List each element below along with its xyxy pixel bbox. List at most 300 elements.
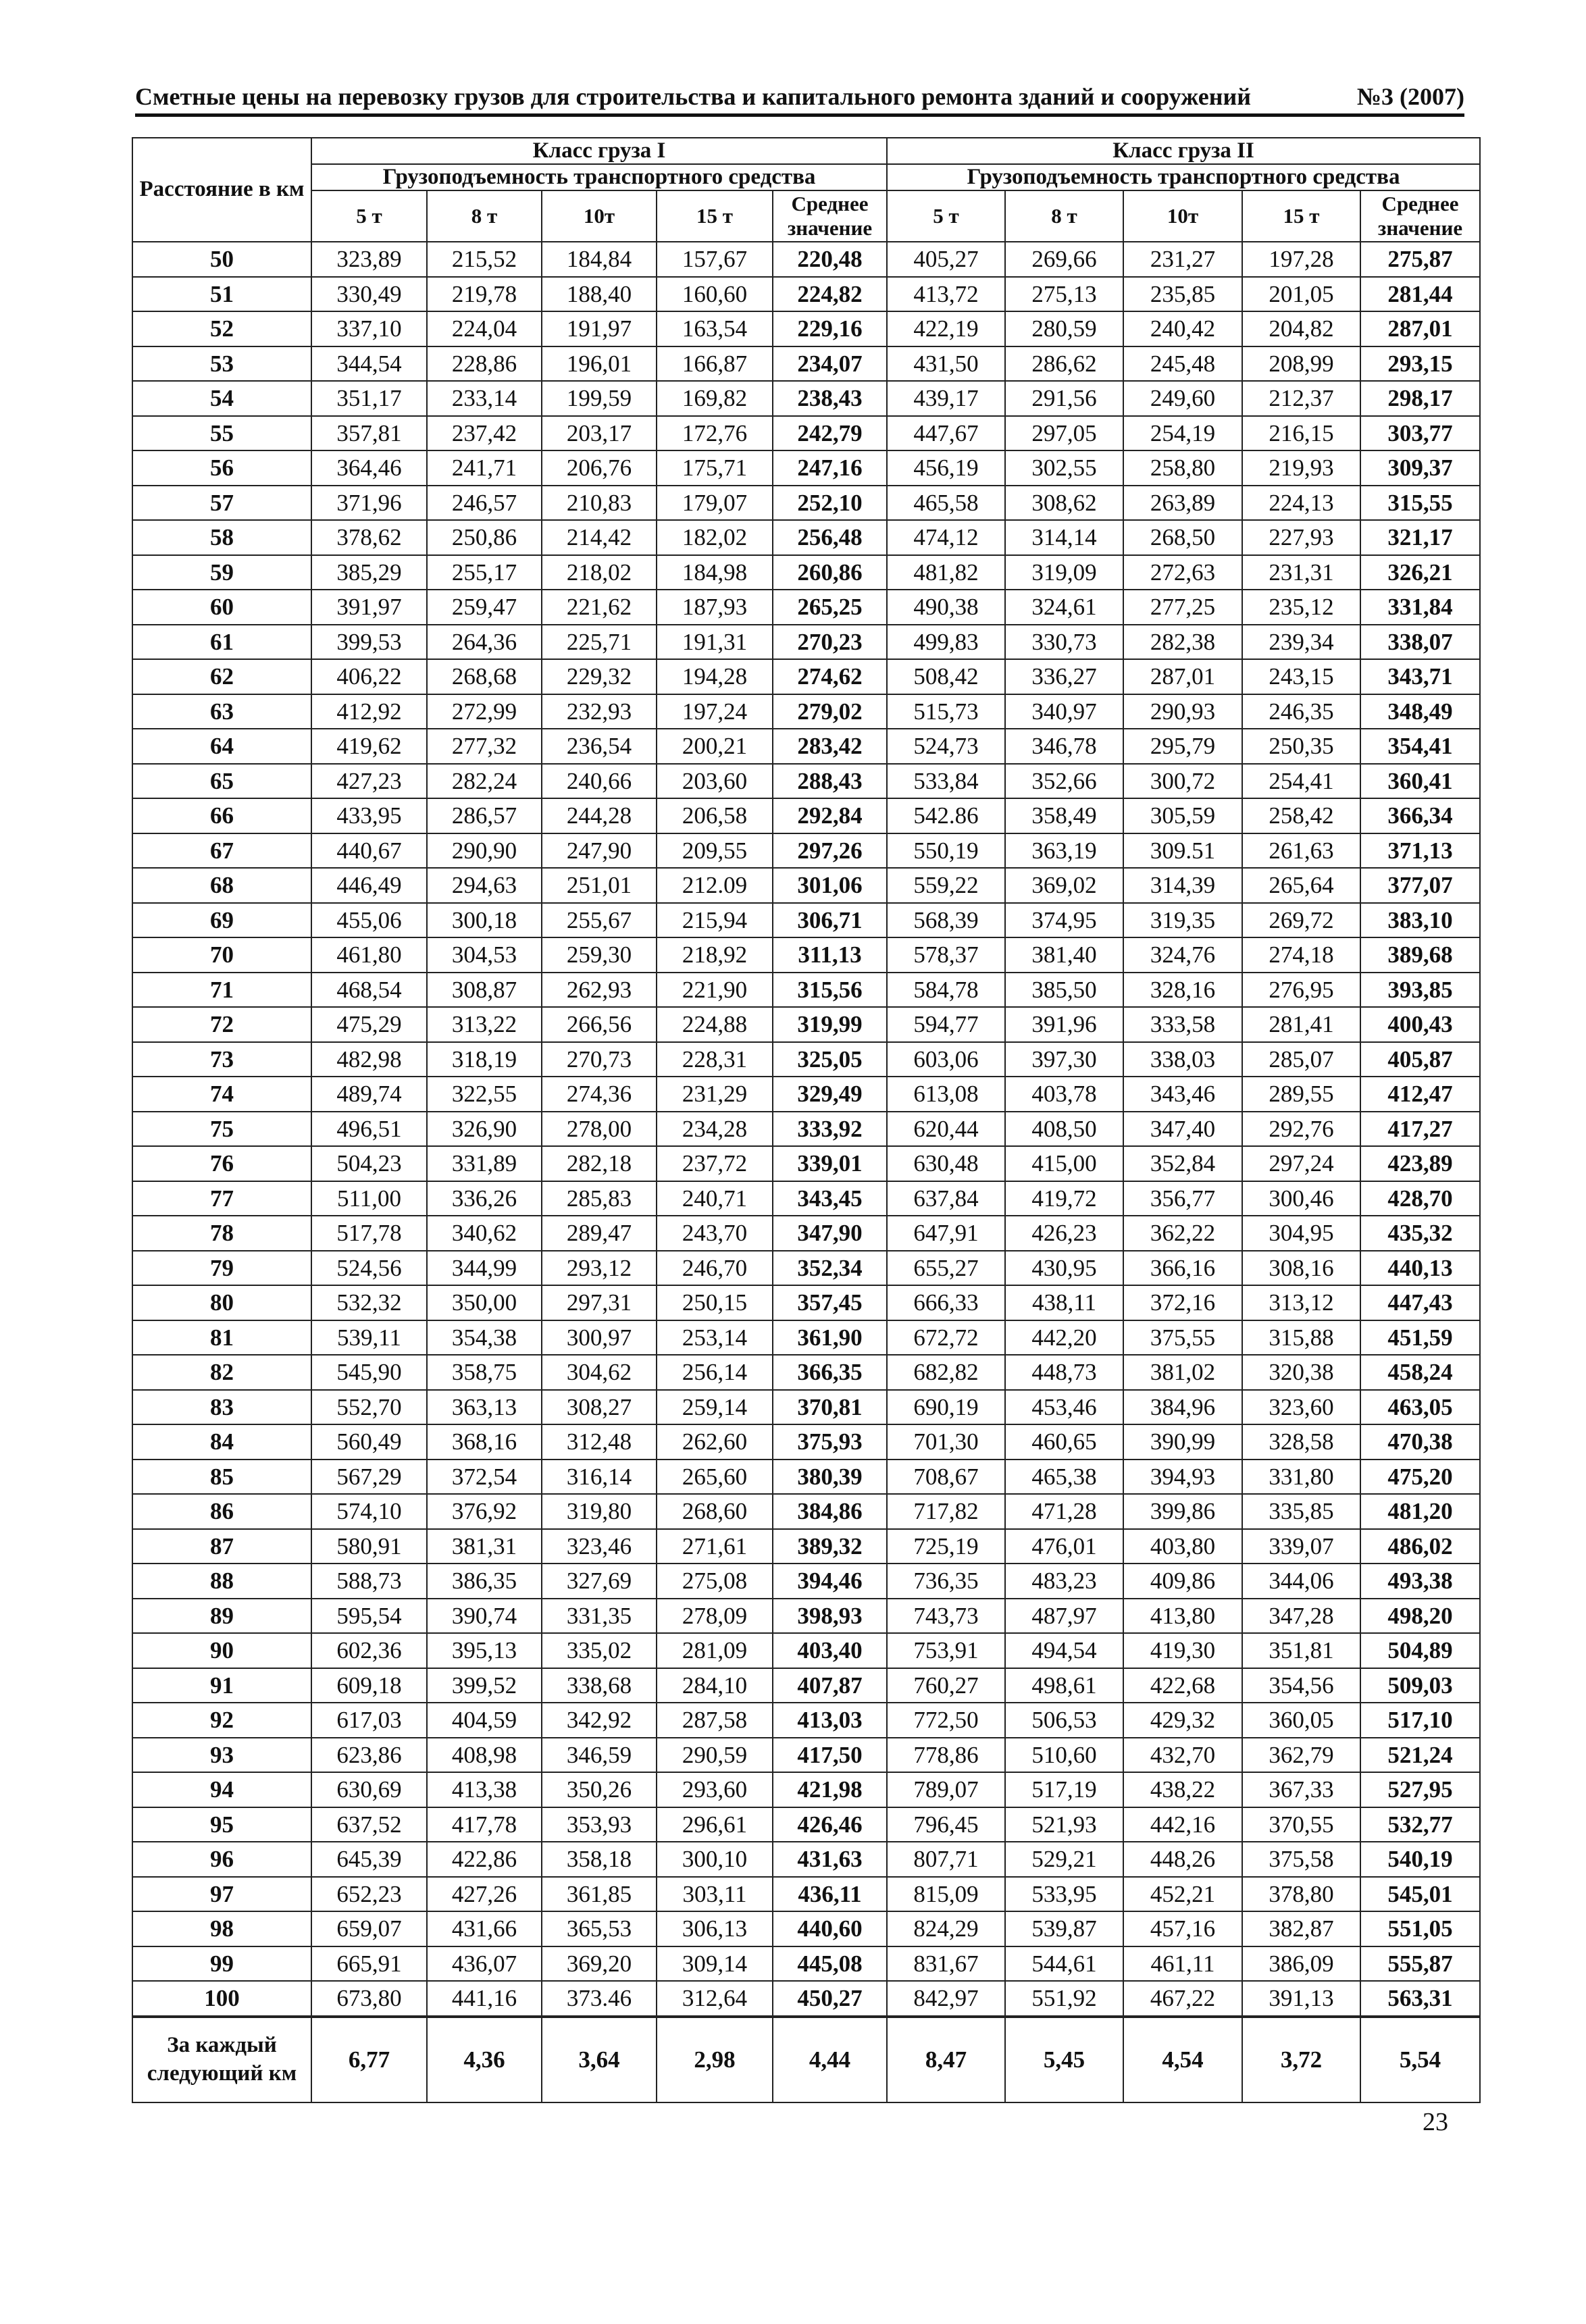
price-cell: 157,67 bbox=[657, 242, 773, 277]
price-cell: 336,27 bbox=[1005, 659, 1123, 694]
price-cell: 824,29 bbox=[887, 1911, 1005, 1946]
price-cell: 659,07 bbox=[311, 1911, 427, 1946]
average-column-header: Среднее значение bbox=[773, 190, 887, 242]
class-2-capacity-header: Грузоподъемность транспортного средства bbox=[887, 164, 1480, 190]
average-price-cell: 509,03 bbox=[1360, 1668, 1480, 1703]
price-cell: 533,95 bbox=[1005, 1877, 1123, 1912]
price-cell: 324,76 bbox=[1123, 937, 1242, 973]
price-cell: 166,87 bbox=[657, 346, 773, 382]
price-cell: 426,23 bbox=[1005, 1216, 1123, 1251]
table-row bbox=[132, 1355, 1480, 1390]
price-cell: 568,39 bbox=[887, 903, 1005, 938]
average-price-cell: 279,02 bbox=[773, 694, 887, 729]
price-cell: 403,80 bbox=[1123, 1529, 1242, 1564]
price-cell: 422,68 bbox=[1123, 1668, 1242, 1703]
distance-cell: 56 bbox=[132, 450, 311, 486]
price-cell: 358,75 bbox=[427, 1355, 542, 1390]
price-cell: 228,86 bbox=[427, 346, 542, 382]
price-cell: 475,29 bbox=[311, 1007, 427, 1042]
distance-cell: 75 bbox=[132, 1112, 311, 1147]
price-cell: 224,04 bbox=[427, 311, 542, 346]
price-cell: 215,94 bbox=[657, 903, 773, 938]
price-cell: 328,58 bbox=[1242, 1424, 1360, 1460]
average-price-cell: 440,13 bbox=[1360, 1251, 1480, 1286]
price-cell: 552,70 bbox=[311, 1390, 427, 1425]
price-cell: 296,61 bbox=[657, 1807, 773, 1842]
price-cell: 559,22 bbox=[887, 868, 1005, 903]
price-cell: 352,84 bbox=[1123, 1146, 1242, 1181]
price-cell: 285,07 bbox=[1242, 1042, 1360, 1077]
table-row bbox=[132, 1599, 1480, 1634]
price-cell: 258,42 bbox=[1242, 798, 1360, 833]
price-cell: 448,73 bbox=[1005, 1355, 1123, 1390]
price-cell: 381,40 bbox=[1005, 937, 1123, 973]
price-cell: 304,95 bbox=[1242, 1216, 1360, 1251]
price-cell: 381,31 bbox=[427, 1529, 542, 1564]
price-cell: 753,91 bbox=[887, 1633, 1005, 1668]
price-cell: 494,54 bbox=[1005, 1633, 1123, 1668]
price-cell: 461,80 bbox=[311, 937, 427, 973]
average-price-cell: 297,26 bbox=[773, 833, 887, 869]
price-cell: 499,83 bbox=[887, 625, 1005, 660]
price-cell: 431,50 bbox=[887, 346, 1005, 382]
price-cell: 218,02 bbox=[542, 555, 657, 590]
price-cell: 630,48 bbox=[887, 1146, 1005, 1181]
price-cell: 268,60 bbox=[657, 1494, 773, 1529]
average-price-cell: 440,60 bbox=[773, 1911, 887, 1946]
price-cell: 789,07 bbox=[887, 1772, 1005, 1807]
average-price-cell: 394,46 bbox=[773, 1564, 887, 1599]
table-row bbox=[132, 381, 1480, 416]
price-cell: 235,85 bbox=[1123, 277, 1242, 312]
table-row bbox=[132, 798, 1480, 833]
table-row bbox=[132, 903, 1480, 938]
average-price-cell: 393,85 bbox=[1360, 973, 1480, 1008]
price-cell: 340,62 bbox=[427, 1216, 542, 1251]
price-cell: 371,96 bbox=[311, 486, 427, 521]
price-cell: 203,17 bbox=[542, 416, 657, 451]
distance-cell: 57 bbox=[132, 486, 311, 521]
table-row bbox=[132, 694, 1480, 729]
price-cell: 422,19 bbox=[887, 311, 1005, 346]
price-cell: 343,46 bbox=[1123, 1077, 1242, 1112]
class-2-header: Класс груза II bbox=[887, 138, 1480, 164]
price-cell: 194,28 bbox=[657, 659, 773, 694]
price-cell: 228,31 bbox=[657, 1042, 773, 1077]
price-cell: 277,25 bbox=[1123, 590, 1242, 625]
average-price-cell: 405,87 bbox=[1360, 1042, 1480, 1077]
price-cell: 300,72 bbox=[1123, 764, 1242, 799]
price-cell: 182,02 bbox=[657, 520, 773, 555]
price-cell: 542.86 bbox=[887, 798, 1005, 833]
price-cell: 430,95 bbox=[1005, 1251, 1123, 1286]
price-cell: 496,51 bbox=[311, 1112, 427, 1147]
price-cell: 282,24 bbox=[427, 764, 542, 799]
table-row bbox=[132, 1807, 1480, 1842]
price-cell: 328,16 bbox=[1123, 973, 1242, 1008]
price-cell: 375,58 bbox=[1242, 1842, 1360, 1877]
average-price-cell: 481,20 bbox=[1360, 1494, 1480, 1529]
price-cell: 285,83 bbox=[542, 1181, 657, 1216]
average-price-cell: 421,98 bbox=[773, 1772, 887, 1807]
average-price-cell: 458,24 bbox=[1360, 1355, 1480, 1390]
price-cell: 385,50 bbox=[1005, 973, 1123, 1008]
capacity-column-header: 5 т bbox=[887, 190, 1005, 242]
price-cell: 272,63 bbox=[1123, 555, 1242, 590]
average-price-cell: 287,01 bbox=[1360, 311, 1480, 346]
price-cell: 308,16 bbox=[1242, 1251, 1360, 1286]
price-cell: 240,66 bbox=[542, 764, 657, 799]
price-cell: 300,97 bbox=[542, 1320, 657, 1355]
distance-cell: 51 bbox=[132, 277, 311, 312]
average-price-cell: 265,25 bbox=[773, 590, 887, 625]
price-cell: 436,07 bbox=[427, 1946, 542, 1982]
table-row bbox=[132, 659, 1480, 694]
capacity-column-header: 10т bbox=[1123, 190, 1242, 242]
price-cell: 290,90 bbox=[427, 833, 542, 869]
price-cell: 338,68 bbox=[542, 1668, 657, 1703]
per-km-price-cell: 2,98 bbox=[657, 2017, 773, 2102]
average-price-cell: 347,90 bbox=[773, 1216, 887, 1251]
price-cell: 261,63 bbox=[1242, 833, 1360, 869]
price-cell: 225,71 bbox=[542, 625, 657, 660]
average-price-cell: 315,56 bbox=[773, 973, 887, 1008]
average-price-cell: 445,08 bbox=[773, 1946, 887, 1982]
price-cell: 362,22 bbox=[1123, 1216, 1242, 1251]
table-row bbox=[132, 764, 1480, 799]
price-cell: 313,22 bbox=[427, 1007, 542, 1042]
average-price-cell: 301,06 bbox=[773, 868, 887, 903]
distance-cell: 55 bbox=[132, 416, 311, 451]
average-price-cell: 407,87 bbox=[773, 1668, 887, 1703]
price-cell: 524,56 bbox=[311, 1251, 427, 1286]
average-price-cell: 470,38 bbox=[1360, 1424, 1480, 1460]
price-cell: 397,30 bbox=[1005, 1042, 1123, 1077]
distance-cell: 60 bbox=[132, 590, 311, 625]
table-row bbox=[132, 520, 1480, 555]
average-price-cell: 417,27 bbox=[1360, 1112, 1480, 1147]
price-cell: 701,30 bbox=[887, 1424, 1005, 1460]
average-price-cell: 366,34 bbox=[1360, 798, 1480, 833]
average-price-cell: 298,17 bbox=[1360, 381, 1480, 416]
price-cell: 560,49 bbox=[311, 1424, 427, 1460]
price-cell: 256,14 bbox=[657, 1355, 773, 1390]
price-cell: 281,41 bbox=[1242, 1007, 1360, 1042]
price-cell: 637,52 bbox=[311, 1807, 427, 1842]
price-cell: 550,19 bbox=[887, 833, 1005, 869]
average-price-cell: 270,23 bbox=[773, 625, 887, 660]
average-price-cell: 333,92 bbox=[773, 1112, 887, 1147]
average-price-cell: 475,20 bbox=[1360, 1460, 1480, 1495]
distance-cell: 66 bbox=[132, 798, 311, 833]
per-km-price-cell: 8,47 bbox=[887, 2017, 1005, 2102]
price-cell: 422,86 bbox=[427, 1842, 542, 1877]
price-cell: 363,19 bbox=[1005, 833, 1123, 869]
average-price-cell: 326,21 bbox=[1360, 555, 1480, 590]
price-cell: 297,05 bbox=[1005, 416, 1123, 451]
price-cell: 265,60 bbox=[657, 1460, 773, 1495]
price-cell: 297,24 bbox=[1242, 1146, 1360, 1181]
price-cell: 224,88 bbox=[657, 1007, 773, 1042]
table-row bbox=[132, 1703, 1480, 1738]
price-cell: 172,76 bbox=[657, 416, 773, 451]
price-cell: 293,60 bbox=[657, 1772, 773, 1807]
price-cell: 227,93 bbox=[1242, 520, 1360, 555]
table-row bbox=[132, 1981, 1480, 2017]
price-cell: 249,60 bbox=[1123, 381, 1242, 416]
price-cell: 419,72 bbox=[1005, 1181, 1123, 1216]
price-cell: 335,02 bbox=[542, 1633, 657, 1668]
table-row bbox=[132, 346, 1480, 382]
price-cell: 399,52 bbox=[427, 1668, 542, 1703]
price-cell: 232,93 bbox=[542, 694, 657, 729]
price-cell: 391,97 bbox=[311, 590, 427, 625]
table-row bbox=[132, 1424, 1480, 1460]
price-cell: 351,17 bbox=[311, 381, 427, 416]
per-km-price-cell: 4,44 bbox=[773, 2017, 887, 2102]
price-cell: 457,16 bbox=[1123, 1911, 1242, 1946]
price-cell: 338,03 bbox=[1123, 1042, 1242, 1077]
price-cell: 452,21 bbox=[1123, 1877, 1242, 1912]
price-cell: 315,88 bbox=[1242, 1320, 1360, 1355]
price-cell: 413,38 bbox=[427, 1772, 542, 1807]
average-price-cell: 288,43 bbox=[773, 764, 887, 799]
price-cell: 287,01 bbox=[1123, 659, 1242, 694]
table-row bbox=[132, 1772, 1480, 1807]
price-cell: 241,71 bbox=[427, 450, 542, 486]
distance-cell: 98 bbox=[132, 1911, 311, 1946]
price-cell: 708,67 bbox=[887, 1460, 1005, 1495]
price-cell: 517,78 bbox=[311, 1216, 427, 1251]
price-cell: 314,14 bbox=[1005, 520, 1123, 555]
price-cell: 403,78 bbox=[1005, 1077, 1123, 1112]
price-cell: 263,89 bbox=[1123, 486, 1242, 521]
table-row bbox=[132, 973, 1480, 1008]
price-cell: 276,95 bbox=[1242, 973, 1360, 1008]
price-cell: 272,99 bbox=[427, 694, 542, 729]
price-cell: 613,08 bbox=[887, 1077, 1005, 1112]
price-cell: 483,23 bbox=[1005, 1564, 1123, 1599]
price-cell: 368,16 bbox=[427, 1424, 542, 1460]
price-cell: 295,79 bbox=[1123, 729, 1242, 764]
price-cell: 336,26 bbox=[427, 1181, 542, 1216]
price-cell: 340,97 bbox=[1005, 694, 1123, 729]
price-cell: 365,53 bbox=[542, 1911, 657, 1946]
price-cell: 254,19 bbox=[1123, 416, 1242, 451]
price-cell: 246,70 bbox=[657, 1251, 773, 1286]
distance-cell: 78 bbox=[132, 1216, 311, 1251]
average-price-cell: 343,71 bbox=[1360, 659, 1480, 694]
distance-cell: 74 bbox=[132, 1077, 311, 1112]
table-row bbox=[132, 416, 1480, 451]
price-cell: 438,11 bbox=[1005, 1285, 1123, 1320]
price-cell: 369,20 bbox=[542, 1946, 657, 1982]
price-cell: 262,60 bbox=[657, 1424, 773, 1460]
average-price-cell: 403,40 bbox=[773, 1633, 887, 1668]
price-cell: 289,47 bbox=[542, 1216, 657, 1251]
price-cell: 179,07 bbox=[657, 486, 773, 521]
price-cell: 312,48 bbox=[542, 1424, 657, 1460]
price-cell: 191,97 bbox=[542, 311, 657, 346]
average-price-cell: 329,49 bbox=[773, 1077, 887, 1112]
price-cell: 409,86 bbox=[1123, 1564, 1242, 1599]
price-cell: 372,54 bbox=[427, 1460, 542, 1495]
price-cell: 529,21 bbox=[1005, 1842, 1123, 1877]
average-price-cell: 375,93 bbox=[773, 1424, 887, 1460]
price-cell: 309.51 bbox=[1123, 833, 1242, 869]
distance-cell: 70 bbox=[132, 937, 311, 973]
price-cell: 253,14 bbox=[657, 1320, 773, 1355]
price-cell: 277,32 bbox=[427, 729, 542, 764]
table-row bbox=[132, 1877, 1480, 1912]
average-price-cell: 293,15 bbox=[1360, 346, 1480, 382]
table-row bbox=[132, 450, 1480, 486]
price-cell: 300,46 bbox=[1242, 1181, 1360, 1216]
price-cell: 219,78 bbox=[427, 277, 542, 312]
price-cell: 344,06 bbox=[1242, 1564, 1360, 1599]
page-header bbox=[135, 76, 1464, 117]
price-cell: 498,61 bbox=[1005, 1668, 1123, 1703]
price-cell: 250,15 bbox=[657, 1285, 773, 1320]
price-cell: 408,98 bbox=[427, 1738, 542, 1773]
distance-cell: 69 bbox=[132, 903, 311, 938]
average-price-cell: 555,87 bbox=[1360, 1946, 1480, 1982]
price-cell: 431,66 bbox=[427, 1911, 542, 1946]
average-price-cell: 532,77 bbox=[1360, 1807, 1480, 1842]
distance-cell: 100 bbox=[132, 1981, 311, 2017]
price-cell: 239,34 bbox=[1242, 625, 1360, 660]
average-price-cell: 447,43 bbox=[1360, 1285, 1480, 1320]
price-cell: 772,50 bbox=[887, 1703, 1005, 1738]
price-cell: 292,76 bbox=[1242, 1112, 1360, 1147]
price-cell: 358,49 bbox=[1005, 798, 1123, 833]
average-column-header: Среднее значение bbox=[1360, 190, 1480, 242]
capacity-column-header: 15 т bbox=[657, 190, 773, 242]
price-cell: 482,98 bbox=[311, 1042, 427, 1077]
price-cell: 620,44 bbox=[887, 1112, 1005, 1147]
price-cell: 442,16 bbox=[1123, 1807, 1242, 1842]
average-price-cell: 371,13 bbox=[1360, 833, 1480, 869]
price-cell: 815,09 bbox=[887, 1877, 1005, 1912]
price-cell: 370,55 bbox=[1242, 1807, 1360, 1842]
price-cell: 303,11 bbox=[657, 1877, 773, 1912]
distance-cell: 62 bbox=[132, 659, 311, 694]
distance-cell: 67 bbox=[132, 833, 311, 869]
price-cell: 440,67 bbox=[311, 833, 427, 869]
price-cell: 490,38 bbox=[887, 590, 1005, 625]
page-title: Сметные цены на перевозку грузов для строительства и капитального ремонта зданий и сооружений bbox=[135, 83, 1251, 110]
price-cell: 308,27 bbox=[542, 1390, 657, 1425]
price-cell: 175,71 bbox=[657, 450, 773, 486]
average-price-cell: 311,13 bbox=[773, 937, 887, 973]
capacity-column-header: 8 т bbox=[427, 190, 542, 242]
price-cell: 274,18 bbox=[1242, 937, 1360, 973]
table-row bbox=[132, 1077, 1480, 1112]
price-cell: 201,05 bbox=[1242, 277, 1360, 312]
price-cell: 617,03 bbox=[311, 1703, 427, 1738]
distance-cell: 72 bbox=[132, 1007, 311, 1042]
price-cell: 356,77 bbox=[1123, 1181, 1242, 1216]
price-cell: 221,90 bbox=[657, 973, 773, 1008]
per-km-price-cell: 4,36 bbox=[427, 2017, 542, 2102]
price-cell: 209,55 bbox=[657, 833, 773, 869]
price-cell: 468,54 bbox=[311, 973, 427, 1008]
price-cell: 214,42 bbox=[542, 520, 657, 555]
price-cell: 254,41 bbox=[1242, 764, 1360, 799]
price-cell: 323,89 bbox=[311, 242, 427, 277]
average-price-cell: 275,87 bbox=[1360, 242, 1480, 277]
average-price-cell: 348,49 bbox=[1360, 694, 1480, 729]
average-price-cell: 274,62 bbox=[773, 659, 887, 694]
price-cell: 270,73 bbox=[542, 1042, 657, 1077]
price-cell: 259,47 bbox=[427, 590, 542, 625]
table-row bbox=[132, 1529, 1480, 1564]
price-cell: 269,66 bbox=[1005, 242, 1123, 277]
price-cell: 796,45 bbox=[887, 1807, 1005, 1842]
average-price-cell: 451,59 bbox=[1360, 1320, 1480, 1355]
price-cell: 335,85 bbox=[1242, 1494, 1360, 1529]
average-price-cell: 303,77 bbox=[1360, 416, 1480, 451]
price-cell: 308,87 bbox=[427, 973, 542, 1008]
price-cell: 184,84 bbox=[542, 242, 657, 277]
table-header bbox=[132, 138, 1480, 242]
average-price-cell: 417,50 bbox=[773, 1738, 887, 1773]
table-row bbox=[132, 833, 1480, 869]
price-cell: 504,23 bbox=[311, 1146, 427, 1181]
distance-cell: 91 bbox=[132, 1668, 311, 1703]
average-price-cell: 247,16 bbox=[773, 450, 887, 486]
price-cell: 655,27 bbox=[887, 1251, 1005, 1286]
price-cell: 508,42 bbox=[887, 659, 1005, 694]
price-cell: 551,92 bbox=[1005, 1981, 1123, 2017]
average-price-cell: 540,19 bbox=[1360, 1842, 1480, 1877]
price-cell: 438,22 bbox=[1123, 1772, 1242, 1807]
distance-cell: 82 bbox=[132, 1355, 311, 1390]
distance-cell: 95 bbox=[132, 1807, 311, 1842]
price-cell: 350,26 bbox=[542, 1772, 657, 1807]
price-cell: 309,14 bbox=[657, 1946, 773, 1982]
price-cell: 386,09 bbox=[1242, 1946, 1360, 1982]
price-cell: 386,35 bbox=[427, 1564, 542, 1599]
average-price-cell: 486,02 bbox=[1360, 1529, 1480, 1564]
price-cell: 284,10 bbox=[657, 1668, 773, 1703]
average-price-cell: 400,43 bbox=[1360, 1007, 1480, 1042]
table-row bbox=[132, 1146, 1480, 1181]
distance-cell: 93 bbox=[132, 1738, 311, 1773]
per-km-price-cell: 3,72 bbox=[1242, 2017, 1360, 2102]
price-cell: 427,26 bbox=[427, 1877, 542, 1912]
price-cell: 215,52 bbox=[427, 242, 542, 277]
price-cell: 394,93 bbox=[1123, 1460, 1242, 1495]
price-cell: 510,60 bbox=[1005, 1738, 1123, 1773]
price-cell: 347,28 bbox=[1242, 1599, 1360, 1634]
price-cell: 446,49 bbox=[311, 868, 427, 903]
price-cell: 373.46 bbox=[542, 1981, 657, 2017]
average-price-cell: 551,05 bbox=[1360, 1911, 1480, 1946]
price-cell: 406,22 bbox=[311, 659, 427, 694]
price-cell: 367,33 bbox=[1242, 1772, 1360, 1807]
price-cell: 206,58 bbox=[657, 798, 773, 833]
price-cell: 574,10 bbox=[311, 1494, 427, 1529]
distance-cell: 92 bbox=[132, 1703, 311, 1738]
price-cell: 280,59 bbox=[1005, 311, 1123, 346]
price-cell: 350,00 bbox=[427, 1285, 542, 1320]
price-cell: 324,61 bbox=[1005, 590, 1123, 625]
price-cell: 384,96 bbox=[1123, 1390, 1242, 1425]
table-row bbox=[132, 625, 1480, 660]
average-price-cell: 306,71 bbox=[773, 903, 887, 938]
price-cell: 448,26 bbox=[1123, 1842, 1242, 1877]
